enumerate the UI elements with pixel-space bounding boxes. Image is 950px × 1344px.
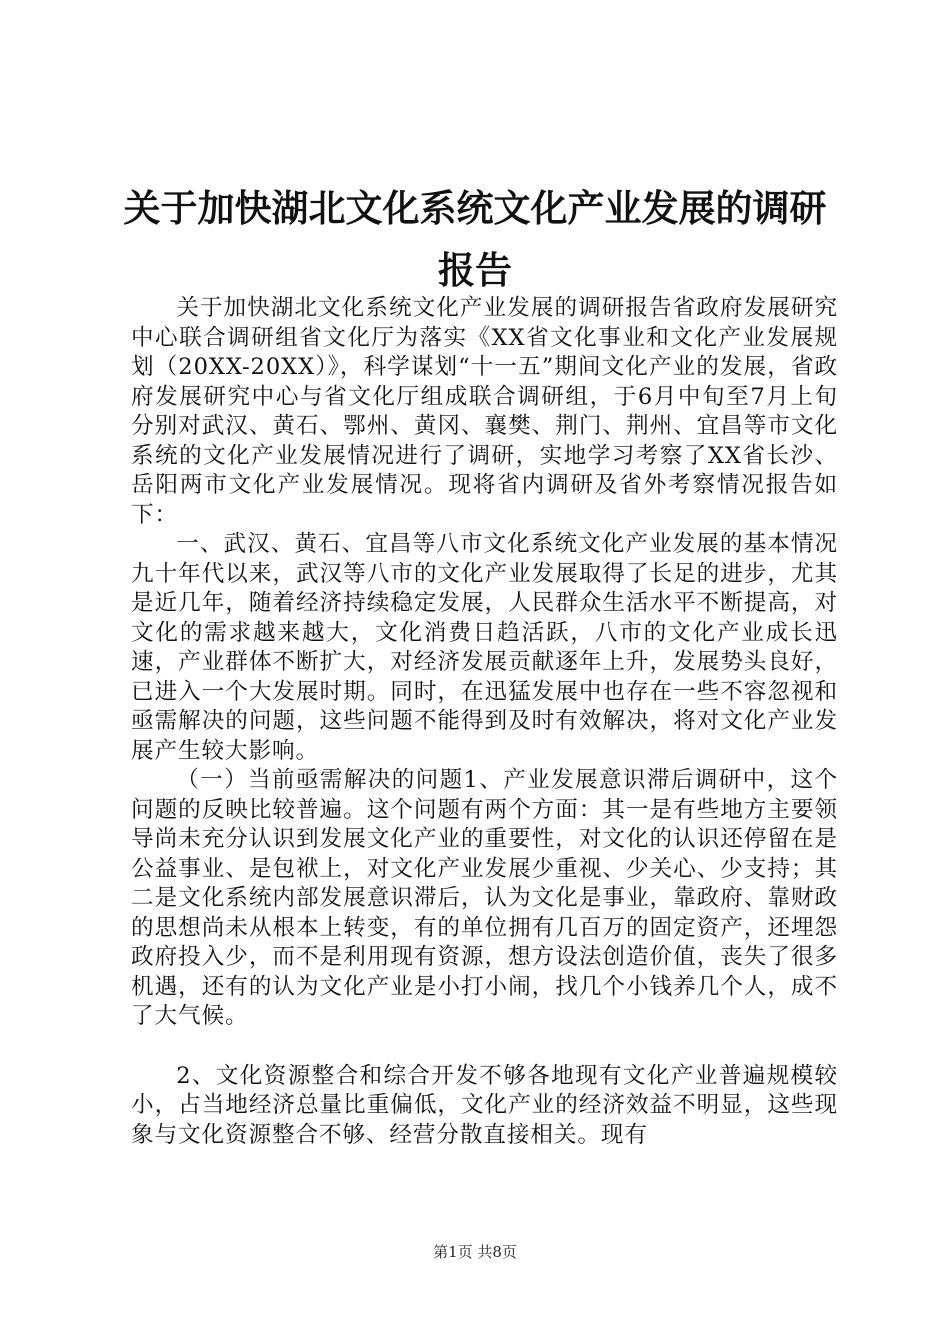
paragraph-section-1: 一、武汉、黄石、宜昌等八市文化系统文化产业发展的基本情况九十年代以来，武汉等八市的文化产业发展取得了长足的进步，尤其是近几年，随着经济持续稳定发展，人民群众生活水平不断提高，对文化的需求越来越大，文化消费日趋活跃，八市的文化产业成长迅速，产业群体不断扩大，对经济发展贡献逐年上升，发展势头良好，已进入一个大发展时期。同时，在迅猛发展中也存在一些不容忽视和亟需解决的问题，这些问题不能得到及时有效解决，将对文化产业发展产生较大影响。 xyxy=(131,531,838,764)
document-body xyxy=(131,294,838,1150)
paragraph-resources: 2、文化资源整合和综合开发不够各地现有文化产业普遍规模较小，占当地经济总量比重偏低，文化产业的经济效益不明显，这些现象与文化资源整合不够、经营分散直接相关。现有 xyxy=(131,1062,838,1148)
page-footer: 第1页 共8页 xyxy=(433,1243,517,1261)
paragraph-problems: （一）当前亟需解决的问题1、产业发展意识滞后调研中，这个问题的反映比较普遍。这个问题有两个方面：其一是有些地方主要领导尚未充分认识到发展文化产业的重要性，对文化的认识还停留在是公益事业、是包袱上，对文化产业发展少重视、少关心、少支持；其二是文化系统内部发展意识滞后，认为文化是事业，靠政府、靠财政的思想尚未从根本上转变，有的单位拥有几百万的固定资产，还埋怨政府投入少，而不是利用现有资源，想方设法创造价值，丧失了很多机遇，还有的认为文化产业是小打小闹，找几个小钱养几个人，成不了大气候。 xyxy=(131,767,838,1029)
document-title: 关于加快湖北文化系统文化产业发展的调研报告 xyxy=(123,187,827,292)
paragraph-intro: 关于加快湖北文化系统文化产业发展的调研报告省政府发展研究中心联合调研组省文化厅为落实《XX省文化事业和文化产业发展规划（20XX-20XX）》，科学谋划“十一五”期间文化产业的发展，省政府发展研究中心与省文化厅组成联合调研组，于6月中旬至7月上旬分别对武汉、黄石、鄂州、黄冈、襄樊、荆门、荆州、宜昌等市文化系统的文化产业发展情况进行了调研，实地学习考察了XX省长沙、岳阳两市文化产业发展情况。现将省内调研及省外考察情况报告如下： xyxy=(131,295,838,528)
